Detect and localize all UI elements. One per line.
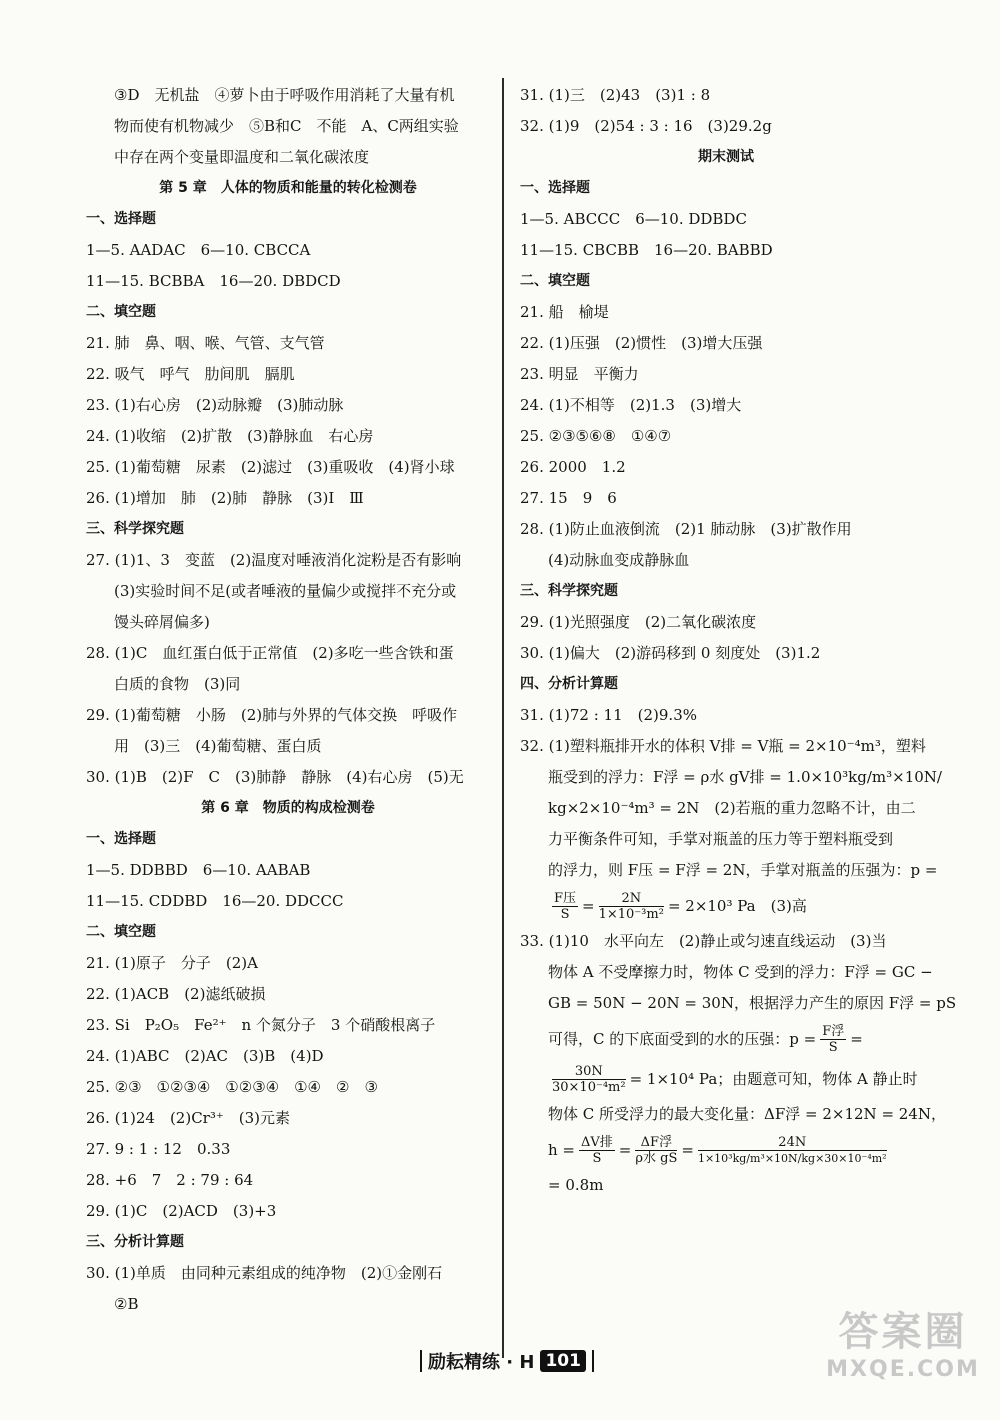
page-footer	[420, 1348, 594, 1374]
answer-line: 33. (1)10 水平向左 (2)静止或匀速直线运动 (3)当	[520, 932, 887, 950]
answer-line: 32. (1)9 (2)54 : 3 : 16 (3)29.2g	[520, 117, 772, 135]
answer-line: 28. (1)防止血液倒流 (2)1 肺动脉 (3)扩散作用	[520, 520, 852, 538]
answer-line: 30. (1)B (2)F C (3)肺静 静脉 (4)右心房 (5)无	[86, 768, 464, 786]
page-number: 101	[540, 1350, 586, 1372]
section-heading: 三、分析计算题	[86, 1234, 184, 1250]
answer-line: 1—5. ABCCC 6—10. DDBDC	[520, 210, 747, 228]
chapter-title: 第 6 章 物质的构成检测卷	[201, 800, 375, 816]
answer-line: 21. (1)原子 分子 (2)A	[86, 954, 258, 972]
answer-line: 22. (1)ACB (2)滤纸破损	[86, 985, 266, 1003]
footer-bar	[420, 1350, 422, 1372]
answer-line: 25. ②③⑤⑥⑧ ①④⑦	[520, 427, 672, 445]
chapter-title: 期末测试	[698, 149, 754, 165]
answer-line: 29. (1)光照强度 (2)二氧化碳浓度	[520, 613, 757, 631]
section-heading: 一、选择题	[86, 831, 156, 847]
answer-line: 22. (1)压强 (2)惯性 (3)增大压强	[520, 334, 763, 352]
formula-pressure-hand: $\frac{\text{F压}}{S}$ = $\frac{2N}{\text{1×10⁻³m²}}$ = 2×10³ Pa (3)高	[554, 890, 807, 922]
formula-pressure-c: 可得，C 的下底面受到的水的压强：p = $\frac{\text{F浮}}{S}$ =	[548, 1023, 863, 1055]
answer-line: 31. (1)三 (2)43 (3)1 : 8	[520, 86, 711, 104]
answer-line: 25. (1)葡萄糖 尿素 (2)滤过 (3)重吸收 (4)肾小球	[86, 458, 455, 476]
answer-line: 26. 2000 1.2	[520, 458, 626, 476]
answer-line: 11—15. CDDBD 16—20. DDCCC	[86, 892, 344, 910]
column-divider	[502, 78, 504, 1358]
chapter-title: 第 5 章 人体的物质和能量的转化检测卷	[159, 180, 417, 196]
answer-line: 31. (1)72 : 11 (2)9.3%	[520, 706, 697, 724]
right-last-block	[520, 1170, 932, 1201]
answer-line: 23. Si P₂O₅ Fe²⁺ n 个氮分子 3 个硝酸根离子	[86, 1016, 436, 1034]
section-heading: 三、科学探究题	[86, 521, 184, 537]
answer-line: 中存在两个变量即温度和二氧化碳浓度	[114, 148, 370, 166]
answer-line: 1—5. AADAC 6—10. CBCCA	[86, 241, 311, 259]
answer-line: 1—5. DDBBD 6—10. AABAB	[86, 861, 311, 879]
answer-line: 28. (1)C 血红蛋白低于正常值 (2)多吃一些含铁和蛋	[86, 644, 454, 662]
answer-line: 21. 船 榆堤	[520, 303, 609, 321]
answer-line: 物体 C 所受浮力的最大变化量：ΔF浮 = 2×12N = 24N，	[548, 1105, 946, 1123]
answer-line: 26. (1)24 (2)Cr³⁺ (3)元素	[86, 1109, 291, 1127]
section-heading: 一、选择题	[86, 211, 156, 227]
answer-line: 物而使有机物减少 ⑤B和C 不能 A、C两组实验	[114, 117, 459, 135]
answer-line: (3)实验时间不足(或者唾液的量偏少或搅拌不充分或	[114, 582, 457, 600]
fraction: $\frac{2N}{\text{1×10⁻³m²}}$	[598, 890, 664, 922]
answer-line: 27. 9 : 1 : 12 0.33	[86, 1140, 231, 1158]
answer-line: 30. (1)偏大 (2)游码移到 0 刻度处 (3)1.2	[520, 644, 821, 662]
answer-line: 27. (1)1、3 变蓝 (2)温度对唾液消化淀粉是否有影响	[86, 551, 462, 569]
answer-line: 力平衡条件可知，手掌对瓶盖的压力等于塑料瓶受到	[548, 830, 894, 848]
answer-line: 23. (1)右心房 (2)动脉瓣 (3)肺动脉	[86, 396, 344, 414]
answer-line: 28. +6 7 2 : 79 : 64	[86, 1171, 254, 1189]
right-after-block	[520, 1099, 946, 1130]
section-heading: 四、分析计算题	[520, 676, 618, 692]
left-column	[86, 80, 490, 1320]
answer-line: 24. (1)ABC (2)AC (3)B (4)D	[86, 1047, 324, 1065]
answer-line: = 0.8m	[548, 1176, 604, 1194]
watermark: 答案圈 MXQE.COM	[826, 1309, 980, 1382]
footer-bar	[592, 1350, 594, 1372]
answer-line: 瓶受到的浮力：F浮 = ρ水 gV排 = 1.0×10³kg/m³×10N/	[548, 768, 942, 786]
right-mid-block	[520, 926, 957, 1019]
section-heading: 二、填空题	[520, 273, 590, 289]
answer-line: 的浮力，则 F压 = F浮 = 2N，手掌对瓶盖的压强为：p =	[548, 861, 938, 879]
answer-line: 29. (1)C (2)ACD (3)+3	[86, 1202, 277, 1220]
answer-line: 11—15. CBCBB 16—20. BABBD	[520, 241, 773, 259]
section-heading: 一、选择题	[520, 180, 590, 196]
answer-line: 物体 A 不受摩擦力时，物体 C 受到的浮力：F浮 = GC −	[548, 963, 933, 981]
answer-line: 24. (1)收缩 (2)扩散 (3)静脉血 右心房	[86, 427, 374, 445]
answer-line: (4)动脉血变成静脉血	[548, 551, 690, 569]
answer-line: 22. 吸气 呼气 肋间肌 膈肌	[86, 365, 295, 383]
answer-line: kg×2×10⁻⁴m³ = 2N (2)若瓶的重力忽略不计，由二	[548, 799, 916, 817]
answer-line: 32. (1)塑料瓶排开水的体积 V排 = V瓶 = 2×10⁻⁴m³，塑料	[520, 737, 926, 755]
answer-line: ③D 无机盐 ④萝卜由于呼吸作用消耗了大量有机	[114, 86, 455, 104]
answer-line: GB = 50N − 20N = 30N，根据浮力产生的原因 F浮 = pS	[548, 994, 957, 1012]
right-column	[520, 80, 957, 1201]
answer-line: 30. (1)单质 由同种元素组成的纯净物 (2)①金刚石	[86, 1264, 443, 1282]
section-heading: 二、填空题	[86, 304, 156, 320]
footer-brand: 励耘精练 · H	[428, 1352, 535, 1373]
answer-line: 24. (1)不相等 (2)1.3 (3)增大	[520, 396, 742, 414]
answer-line: 26. (1)增加 肺 (2)肺 静脉 (3)Ⅰ Ⅲ	[86, 489, 364, 507]
answer-line: 27. 15 9 6	[520, 489, 617, 507]
formula-height: h = $\frac{\text{ΔV排}}{S}$ = $\frac{\text{ΔF浮}}{\text{ρ水 gS}}$ = $\frac{24N}{\text{1×10³kg/m³×10N/kg×30×10⁻⁴m²}}$	[548, 1134, 887, 1166]
answer-line: 11—15. BCBBA 16—20. DBDCD	[86, 272, 341, 290]
answer-line: 29. (1)葡萄糖 小肠 (2)肺与外界的气体交换 呼吸作	[86, 706, 458, 724]
answer-line: ②B	[114, 1295, 139, 1313]
section-heading: 三、科学探究题	[520, 583, 618, 599]
answer-line: 馒头碎屑偏多)	[114, 613, 210, 631]
answer-line: 25. ②③ ①②③④ ①②③④ ①④ ② ③	[86, 1078, 378, 1096]
answer-line: 21. 肺 鼻、咽、喉、气管、支气管	[86, 334, 325, 352]
right-top-block	[520, 80, 942, 886]
answer-line: 23. 明显 平衡力	[520, 365, 639, 383]
answer-line: 用 (3)三 (4)葡萄糖、蛋白质	[114, 737, 322, 755]
fraction: $\frac{\text{F压}}{S}$	[554, 890, 577, 922]
formula-pressure-value: $\frac{30N}{\text{30×10⁻⁴m²}}$ = 1×10⁴ Pa；由题意可知，物体 A 静止时	[552, 1063, 918, 1095]
section-heading: 二、填空题	[86, 924, 156, 940]
answer-line: 白质的食物 (3)同	[114, 675, 241, 693]
